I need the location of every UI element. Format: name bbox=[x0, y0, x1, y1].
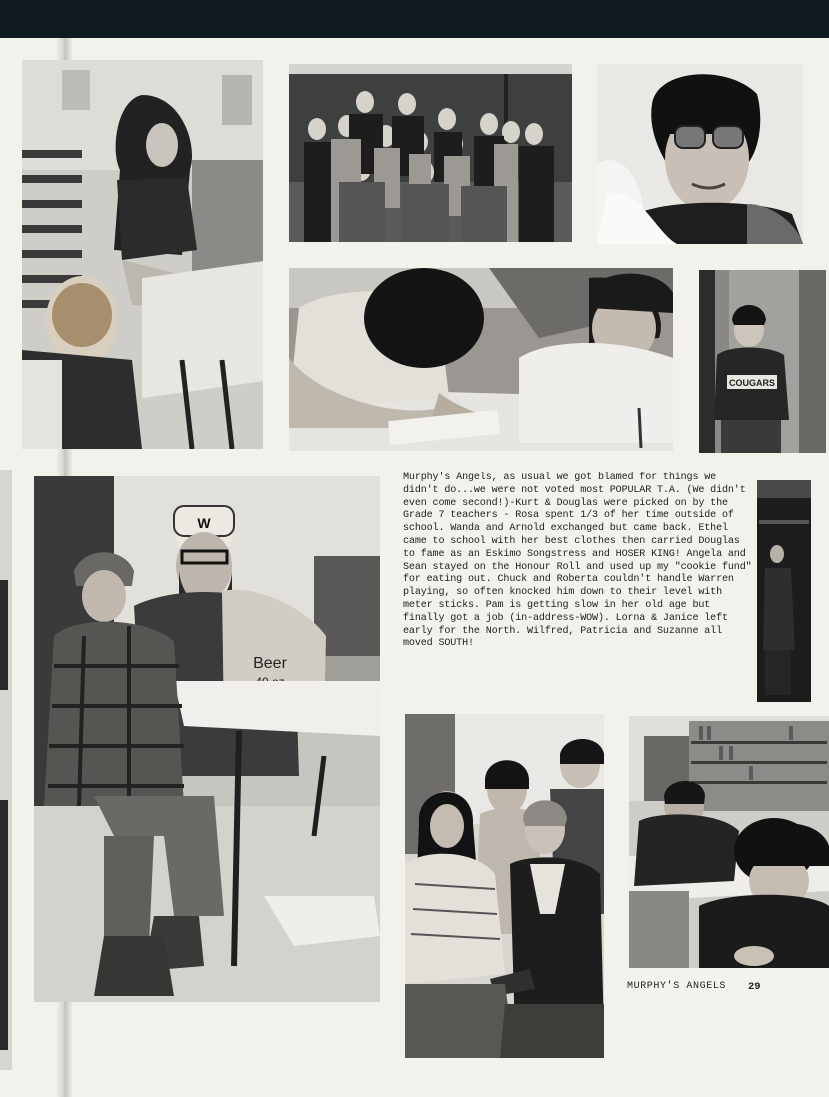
facing-page-photo-edge bbox=[0, 800, 8, 1050]
photo-girl-doorway bbox=[757, 480, 811, 702]
caption-text: Murphy's Angels, as usual we got blamed for things we didn't do...we were not voted most POPULAR T.A. (We didn't even come second!)-Kurt & Douglas were picked on by the Grade 7 teachers - Rosa spent 1/3 of her time outside of school. Wanda and Arnold exchanged but came back. Ethel came to school with her best clothes then carried Douglas to fame as an Eskimo Songstress and HOSER KING! Angela and Sean stayed on the Honour Roll and used up my "cookie fund" for eating out. Chuck and Roberta couldn't handle Warren playing, so often knocked him down to their level with meter sticks. Pam is getting slow in her old age but finally got a job (in-address-WOW). Lorna & Janice left early for the North. Wilfred, Patricia and Suzanne all moved SOUTH! bbox=[403, 472, 752, 650]
photo-library-desks bbox=[629, 716, 829, 968]
photo-man-beer-bag bbox=[34, 476, 380, 1002]
page-number: 29 bbox=[748, 981, 761, 993]
page-title-footer: MURPHY'S ANGELS bbox=[627, 981, 727, 992]
bag-label-line1: Beer bbox=[253, 655, 287, 672]
facing-page-edge bbox=[0, 470, 12, 1070]
photo-girl-sunglasses bbox=[597, 64, 803, 244]
scanner-background-top bbox=[0, 0, 829, 38]
photo-four-students bbox=[405, 714, 604, 1058]
photo-group-portrait bbox=[289, 64, 572, 242]
jersey-lettering: COUGARS bbox=[728, 378, 776, 388]
photo-boy-jersey bbox=[699, 270, 826, 453]
photo-art-room bbox=[22, 60, 263, 449]
cap-logo: W bbox=[197, 515, 211, 531]
photo-students-reading bbox=[289, 268, 673, 451]
facing-page-photo-edge bbox=[0, 580, 8, 690]
